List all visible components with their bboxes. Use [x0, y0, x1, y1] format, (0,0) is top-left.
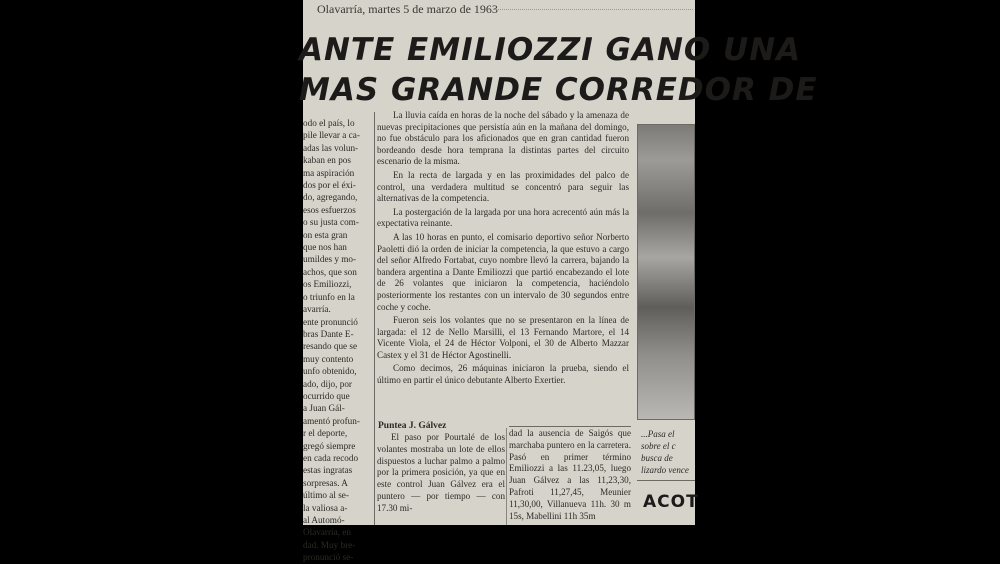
sidebar-heading: ACOT	[643, 492, 699, 512]
left-column-line: pile llevar a ca-	[303, 130, 360, 141]
left-column-line: os Emiliozzi,	[303, 279, 352, 290]
left-column-line: resando que se	[303, 341, 358, 352]
caption-line: lizardo vence	[641, 465, 689, 475]
article-paragraph: La lluvia caída en horas de la noche del sábado y la amenaza de nuevas precipitaciones que persistía aún en la mañana del domingo, no fue obstáculo para los aficionados que en gran cantidad fueron bordeando desde hora temprana la distintas partes del circuito escenario de la misma.	[377, 110, 629, 167]
left-column-line: r el deporte,	[303, 428, 348, 439]
article-paragraph: La postergación de la largada por una hora acrecentó aún más la expectativa reinante.	[377, 206, 629, 229]
left-column-line: Olavarría, en	[303, 527, 351, 538]
left-column-line: esos esfuerzos	[303, 204, 356, 215]
left-column-line: pronunció se-	[303, 552, 354, 563]
caption-rule	[637, 480, 695, 481]
left-column-line: ocurrido que	[303, 390, 350, 401]
left-column-line: amentó profun-	[303, 415, 360, 426]
left-column-line: bras Dante E-	[303, 328, 354, 339]
left-column-line: ado, dijo, por	[303, 378, 352, 389]
left-column-line: ente pronunció	[303, 316, 358, 327]
article-paragraph: A las 10 horas en punto, el comisario deportivo señor Norberto Paoletti dió la orden de iniciar la competencia, la que estuvo a cargo del señor Alfredo Fortabat, cuyo nombre llevó la carrera, bajando la bandera argentina a Dante Emiliozzi que partió encabezando el lote de 26 volantes que iniciaron la competencia, haciéndolo posteriormente los restantes con un intervalo de 30 segundos entre coche y coche.	[377, 231, 629, 312]
section-subhead: Puntea J. Gálvez	[378, 421, 447, 431]
left-column-line: unfo obtenido,	[303, 366, 357, 377]
left-column-line: ma aspiración	[303, 167, 355, 178]
race-photo	[637, 124, 695, 420]
article-paragraph: Como decimos, 26 máquinas iniciaron la prueba, siendo el último en partir el único debutante Alberto Exertier.	[377, 363, 629, 386]
left-column-line: umildes y mo-	[303, 254, 357, 265]
subsection-divider	[506, 428, 507, 525]
left-column-line: odo el país, lo	[303, 118, 355, 128]
article-paragraph: En la recta de largada y en las proximidades del palco de control, una verdadera multitud se concentró para seguir las alternativas de la competencia.	[377, 169, 629, 204]
caption-line: sobre el c	[641, 441, 676, 451]
left-column-line: al Automó-	[303, 515, 345, 525]
left-column-line: avarría.	[303, 304, 331, 315]
left-column-line: dos por el éxi-	[303, 180, 356, 191]
left-column-line: en cada recodo	[303, 452, 359, 463]
left-column-line: gregó siempre	[303, 440, 356, 451]
box-top-rule	[509, 426, 631, 427]
column-divider	[374, 112, 375, 525]
main-article	[377, 110, 629, 389]
left-column-line: que nos han	[303, 242, 347, 253]
left-column-line: o triunfo en la	[303, 291, 355, 302]
date-line: Olavarría, martes 5 de marzo de 1963	[317, 2, 498, 16]
left-column-line: adas las volun-	[303, 142, 359, 153]
left-column-line: muy contento	[303, 353, 354, 364]
photo-caption	[641, 428, 695, 476]
subsection-text-right: dad la ausencia de Saigós que marchaba puntero en la carretera. Pasó en primer término Emiliozzi a las 11.23,05, luego Juan Gálvez a las 11,23,30, Pafroti 11,27,45, Meunier 11,30,00, Villanueva 11h. 30 m 15s, Mabellini 11h 35m	[509, 428, 631, 521]
caption-line: busca de	[641, 453, 673, 463]
bleed-through-text	[493, 9, 693, 10]
headline-line-1: ANTE EMILIOZZI GANO UNA	[299, 32, 802, 68]
caption-line: ...Pasa el	[641, 429, 675, 439]
left-column-text	[303, 117, 373, 564]
subsection-text-left: El paso por Pourtalé de los volantes mostraba un lote de ellos dispuestos a luchar palmo a palmo por la primera posición, ya que en este control Juan Gálvez era el puntero — por tiempo — con 17.30 mi-	[377, 432, 505, 513]
newspaper-page	[299, 0, 818, 563]
left-column-line: dad. Muy bre-	[303, 539, 356, 550]
headline-line-2: MAS GRANDE CORREDOR DE	[299, 72, 818, 108]
left-column-line: estas ingratas	[303, 465, 353, 476]
left-column-line: sorpresas. A	[303, 477, 348, 488]
left-column-line: kaban en pos	[303, 155, 351, 166]
left-column-line: on esta gran	[303, 229, 348, 240]
left-column-line: achos, que son	[303, 266, 357, 277]
article-paragraph: Fueron seis los volantes que no se presentaron en la línea de largada: el 12 de Nello Marsilli, el 13 Fernando Martore, el 14 Vicente Viola, el 24 de Héctor Volponi, el 30 de Alberto Mazzar Castex y el 31 de Héctor Agostinelli.	[377, 315, 629, 360]
left-column-line: último al se-	[303, 490, 349, 501]
left-column-line: o su justa com-	[303, 217, 359, 228]
left-column-line: la valiosa a-	[303, 502, 348, 513]
left-column-line: do, agregando,	[303, 192, 358, 203]
left-column-line: a Juan Gál-	[303, 403, 345, 414]
